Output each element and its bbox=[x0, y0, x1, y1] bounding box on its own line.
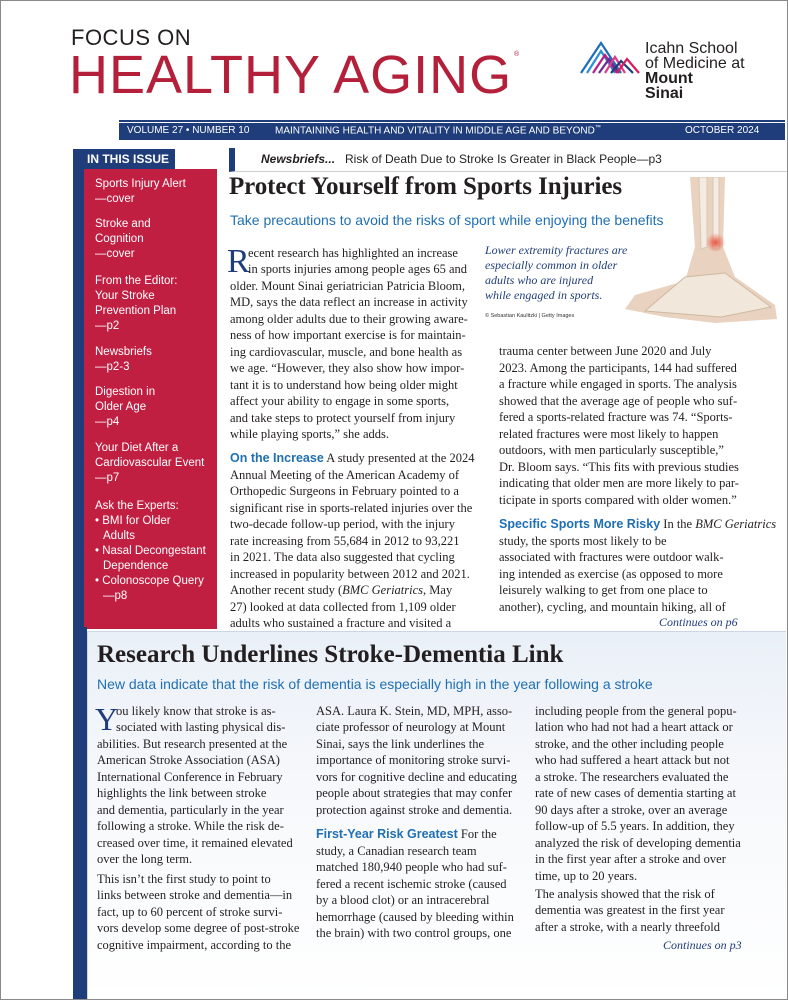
text-span: A study presented at the 2024 bbox=[323, 451, 475, 465]
text-line: in sports injuries among people ages 65 and bbox=[248, 262, 468, 276]
text-line: fered a recent ischemic stroke (caused bbox=[316, 877, 507, 891]
tagline-text: MAINTAINING HEALTH AND VITALITY IN MIDDLE AGE AND BEYOND bbox=[275, 125, 595, 137]
logo-line: of Medicine at bbox=[645, 55, 745, 72]
continues-link[interactable]: Continues on p3 bbox=[663, 938, 742, 952]
registered-mark: ® bbox=[514, 51, 520, 58]
contents-line: Digestion in bbox=[95, 386, 156, 398]
text-line: vors for cognitive decline and educating bbox=[316, 770, 517, 784]
text-line: analyzed the risk of developing dementia bbox=[535, 836, 741, 850]
text-line: creased over time, it remained elevated bbox=[97, 836, 293, 850]
contents-item[interactable] bbox=[95, 345, 215, 375]
contents-line: —p2 bbox=[95, 320, 120, 332]
contents-line: Cardiovascular Event bbox=[95, 457, 205, 469]
text-line: people about strategies that may confer bbox=[316, 786, 513, 800]
text-line bbox=[230, 450, 474, 467]
text-line: who had suffered a heart attack but not bbox=[535, 753, 730, 767]
text-line: International Conference in February bbox=[97, 770, 283, 784]
newsbrief-label: Newsbriefs... bbox=[261, 152, 336, 166]
issue-date: OCTOBER 2024 bbox=[685, 125, 760, 136]
contents-line: —cover bbox=[95, 193, 135, 205]
contents-line: Sports Injury Alert bbox=[95, 178, 186, 190]
text-line: ing cardiovascular, muscle, and bone health as bbox=[230, 345, 463, 359]
text-line: in 2021. The data also suggested that cycling bbox=[230, 550, 455, 564]
text-line: associated with fractures were outdoor walk- bbox=[499, 550, 724, 564]
text-line: cognitive impairment, according to the bbox=[97, 938, 292, 952]
text-line: importance of monitoring stroke survi- bbox=[316, 753, 511, 767]
text-line: American Stroke Association (ASA) bbox=[97, 753, 280, 767]
text-span: Another recent study ( bbox=[230, 583, 343, 597]
text-line: increased in popularity between 2012 and 2021. bbox=[230, 567, 470, 581]
text-line: in the first year after a stroke and over bbox=[535, 852, 726, 866]
text-line: significant rise in sports-related injuries over the bbox=[230, 501, 473, 515]
text-span: study, the sports most likely to be bbox=[499, 534, 667, 548]
contents-line: —p8 bbox=[103, 590, 128, 602]
text-line: Sinai, says the link underlines the bbox=[316, 737, 485, 751]
text-line: Orthopedic Surgeons in February pointed to a bbox=[230, 484, 459, 498]
text-line: ecent research has highlighted an increase bbox=[248, 246, 458, 260]
contents-line: From the Editor: bbox=[95, 275, 178, 287]
text-line: follow-up of 5.5 years. In addition, they bbox=[535, 819, 735, 833]
text-line: after a stroke, with a nearly threefold bbox=[535, 920, 720, 934]
banner-rule bbox=[119, 120, 785, 122]
text-line: sociated with lasting physical dis- bbox=[116, 720, 286, 734]
photo-caption bbox=[485, 243, 627, 303]
text-line: ou likely know that stroke is as- bbox=[116, 704, 276, 718]
contents-line: —p4 bbox=[95, 416, 120, 428]
text-line: older. Mount Sinai geriatrician Patricia Bloom, bbox=[230, 279, 466, 293]
text-line bbox=[499, 533, 667, 550]
contents-line: Adults bbox=[103, 530, 135, 542]
text-line: fact, up to 60 percent of stroke survi- bbox=[97, 905, 283, 919]
contents-line: Older Age bbox=[95, 401, 147, 413]
contents-item[interactable] bbox=[95, 274, 215, 334]
logo-line: Icahn School bbox=[645, 40, 738, 57]
photo-credit: © Sebastian Kaulitzki | Getty Images bbox=[485, 313, 575, 319]
text-line: tant it is to understand how being older might bbox=[230, 378, 458, 392]
text-line: showed that the average age of people who suf- bbox=[499, 394, 738, 408]
contents-sidebar bbox=[84, 169, 217, 629]
text-span: For the bbox=[457, 827, 497, 841]
contents-line: Stroke and bbox=[95, 218, 151, 230]
text-line: dementia was greatest in the first year bbox=[535, 903, 725, 917]
contents-line: Dependence bbox=[103, 560, 169, 572]
text-line: leisurely walking to get from one place to bbox=[499, 583, 708, 597]
logo-line: Mount bbox=[645, 70, 693, 87]
contents-line: —p2-3 bbox=[95, 361, 130, 373]
contents-line: Newsbriefs bbox=[95, 346, 152, 358]
contents-line: —p7 bbox=[95, 472, 120, 484]
text-line: matched 180,940 people who had suf- bbox=[316, 860, 507, 874]
subhead-first-year-risk: First-Year Risk Greatest bbox=[316, 827, 458, 841]
subhead-on-the-increase: On the Increase bbox=[230, 451, 324, 465]
text-line: stroke, and the other including people bbox=[535, 737, 724, 751]
subhead-specific-sports: Specific Sports More Risky bbox=[499, 517, 661, 531]
text-line: and dementia, particularly in the year bbox=[97, 803, 284, 817]
journal-ref: BMC Geriatrics bbox=[695, 517, 777, 531]
contents-line: —cover bbox=[95, 248, 135, 260]
text-line: protection against stroke and dementia. bbox=[316, 803, 513, 817]
text-line: ness of how important exercise is for maintain- bbox=[230, 328, 466, 342]
contents-line: Ask the Experts: bbox=[95, 500, 179, 512]
text-line: lation who had not had a heart attack or bbox=[535, 720, 733, 734]
text-line: This isn’t the first study to point to bbox=[97, 872, 271, 886]
text-line bbox=[230, 582, 452, 599]
contents-item[interactable] bbox=[95, 441, 215, 486]
newsbrief-text: Risk of Death Due to Stroke Is Greater in Black People—p3 bbox=[345, 152, 662, 166]
contents-line: Your Stroke bbox=[95, 290, 155, 302]
continues-link[interactable]: Continues on p6 bbox=[659, 615, 738, 629]
text-line: hemorrhage (caused by bleeding within bbox=[316, 910, 514, 924]
text-line: time, up to 20 years. bbox=[535, 869, 638, 883]
issue-banner bbox=[119, 123, 785, 140]
contents-item[interactable] bbox=[95, 177, 215, 207]
article2-title: Research Underlines Stroke-Dementia Link bbox=[97, 641, 564, 668]
text-line: rate increasing from 55,684 in 2012 to 93,221 bbox=[230, 534, 460, 548]
text-line bbox=[316, 826, 497, 843]
text-line: indicating that older men are more likely to par- bbox=[499, 476, 739, 490]
text-line: another), cycling, and mountain hiking, all of bbox=[499, 600, 726, 614]
caption-line: adults who are injured bbox=[485, 273, 594, 287]
in-this-issue-label: IN THIS ISSUE bbox=[87, 152, 170, 166]
text-span: , May bbox=[423, 583, 453, 597]
text-line: a stroke. The researchers evaluated the bbox=[535, 770, 729, 784]
text-line: Annual Meeting of the American Academy of bbox=[230, 468, 460, 482]
caption-line: especially common in older bbox=[485, 258, 618, 272]
caption-line: Lower extremity fractures are bbox=[485, 243, 628, 257]
text-line: Dr. Bloom says. “This fits with previous studies bbox=[499, 460, 739, 474]
text-line: the brain) with two control groups, one bbox=[316, 926, 512, 940]
text-line: affect your ability to engage in some sports, bbox=[230, 394, 450, 408]
text-line: highlights the link between stroke bbox=[97, 786, 267, 800]
text-line: a fracture while engaged in sports. The analysis bbox=[499, 377, 737, 391]
text-line: MD, says the data reflect an increase in activity bbox=[230, 295, 468, 309]
sidebar-accent-strip bbox=[73, 169, 84, 627]
text-line: adults who sustained a fracture and visited a bbox=[230, 616, 452, 630]
contents-line: Prevention Plan bbox=[95, 305, 177, 317]
journal-ref: BMC Geriatrics bbox=[342, 583, 424, 597]
text-line: The analysis showed that the risk of bbox=[535, 887, 715, 901]
text-line: links between stroke and dementia—in bbox=[97, 888, 293, 902]
logo-wordmark bbox=[645, 41, 745, 101]
text-line: we age. “However, they also show how impor- bbox=[230, 361, 465, 375]
article1-title: Protect Yourself from Sports Injuries bbox=[229, 173, 622, 200]
contents-item[interactable] bbox=[95, 217, 215, 262]
contents-line: • BMI for Older bbox=[95, 515, 171, 527]
text-line: fered a sports-related fracture was 74. “Sports- bbox=[499, 410, 733, 424]
text-line: following a stroke. While the risk de- bbox=[97, 819, 284, 833]
text-span: In the bbox=[660, 517, 696, 531]
tagline-tm: ™ bbox=[594, 125, 601, 131]
text-line: trauma center between June 2020 and July bbox=[499, 344, 712, 358]
article2-deck: New data indicate that the risk of dementia is especially high in the year following a stroke bbox=[97, 676, 653, 692]
text-line: outdoors, with men particularly susceptible,” bbox=[499, 443, 724, 457]
volume-number: VOLUME 27 • NUMBER 10 bbox=[127, 125, 250, 136]
text-line: ing intended as exercise (as opposed to more bbox=[499, 567, 723, 581]
text-line: by a blood clot) or an intracerebral bbox=[316, 893, 490, 907]
text-line: ticipate in sports compared with older women.” bbox=[499, 493, 737, 507]
text-line: study, a Canadian research team bbox=[316, 844, 477, 858]
text-line: 2023. Among the participants, 144 had suffered bbox=[499, 361, 737, 375]
text-line: abilities. But research presented at the bbox=[97, 737, 288, 751]
text-line: among older adults due to their growing aware- bbox=[230, 312, 468, 326]
logo-line: Sinai bbox=[645, 85, 684, 102]
caption-line: while engaged in sports. bbox=[485, 288, 603, 302]
text-line: including people from the general popu- bbox=[535, 704, 737, 718]
text-line: and take steps to protect yourself from injury bbox=[230, 411, 456, 425]
text-line: rate of new cases of dementia starting at bbox=[535, 786, 736, 800]
masthead-title: HEALTHY AGING bbox=[69, 45, 513, 105]
contents-item[interactable] bbox=[95, 385, 215, 430]
article1-dropcap: R bbox=[227, 243, 250, 280]
contents-line: Your Diet After a bbox=[95, 442, 179, 454]
contents-item[interactable] bbox=[95, 499, 215, 604]
text-line: ciate professor of neurology at Mount bbox=[316, 720, 506, 734]
article1-deck: Take precautions to avoid the risks of sport while enjoying the benefits bbox=[230, 212, 664, 228]
contents-line: • Nasal Decongestant bbox=[95, 545, 206, 557]
masthead-focus-on: FOCUS ON bbox=[71, 25, 192, 50]
article2-accent-strip bbox=[73, 627, 87, 999]
text-line: related fractures were most likely to happen bbox=[499, 427, 719, 441]
contents-line: Cognition bbox=[95, 233, 144, 245]
tagline bbox=[275, 125, 601, 136]
text-line: over the long term. bbox=[97, 852, 193, 866]
text-line: 90 days after a stroke, over an average bbox=[535, 803, 728, 817]
text-line bbox=[499, 516, 776, 533]
text-line: while playing sports,” she adds. bbox=[230, 427, 390, 441]
text-line: 27) looked at data collected from 1,109 older bbox=[230, 600, 456, 614]
text-line: vors develop some degree of post-stroke bbox=[97, 921, 300, 935]
text-line: two-decade follow-up period, with the injury bbox=[230, 517, 455, 531]
contents-line: • Colonoscope Query bbox=[95, 575, 204, 587]
newsbrief-teaser[interactable] bbox=[229, 148, 788, 172]
text-line: ASA. Laura K. Stein, MD, MPH, asso- bbox=[316, 704, 513, 718]
article2-dropcap: Y bbox=[95, 701, 119, 737]
in-this-issue-header bbox=[73, 149, 175, 169]
